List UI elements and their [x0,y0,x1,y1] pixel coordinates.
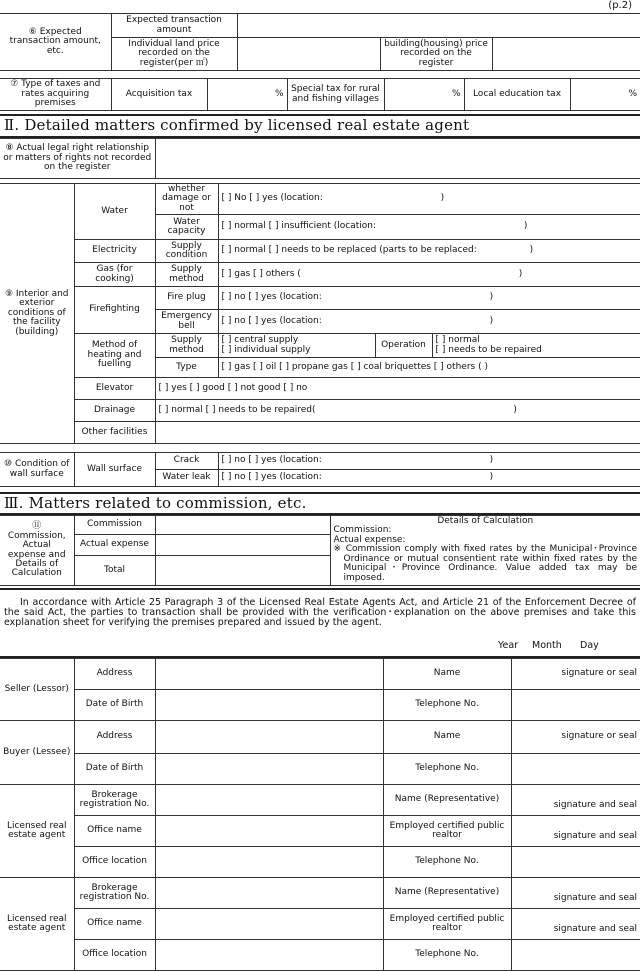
water-capacity-choices: [ ] normal [ ] insufficient (location: [221,221,377,232]
gas-supply-method-label: Supply method [155,263,218,287]
firefighting-label: Firefighting [74,287,155,334]
emergency-bell-choices: [ ] no [ ] yes (location: [221,315,322,326]
agent1-office-name-label: Office name [74,816,155,847]
date-year[interactable]: Year [498,640,519,651]
buyer-signature-label: signature or seal [561,731,637,742]
expected-amount-label: ⑥ Expected transaction amount, etc. [0,14,111,71]
water-leak-label: Water leak [155,470,218,487]
rights-value[interactable] [155,139,640,179]
special-tax-value[interactable]: % [384,79,464,111]
taxes-label: ⑦ Type of taxes and rates acquiring premises [0,79,111,111]
close-paren: ) [489,292,494,303]
agent2-office-name-label: Office name [74,909,155,940]
expected-amount-table [0,13,640,71]
facility-conditions-label: ⑨ Interior and exterior conditions of the facility (building) [0,184,74,444]
central-supply-option: [ ] central supply [221,335,299,346]
buyer-address-label: Address [74,721,155,754]
expected-amount-caption: Expected transaction amount [111,14,237,38]
agent1-signature-label: signature and seal [553,800,637,811]
wall-surface-table [0,452,640,487]
agent2-reg-no-value[interactable] [155,878,383,909]
water-label: Water [74,184,155,240]
agent2-name-label: Name (Representative) [383,878,511,909]
agent2-employed-signature-label: signature and seal [553,924,637,935]
other-facilities-value[interactable] [155,422,640,444]
fuel-type-options[interactable]: [ ] gas [ ] oil [ ] propane gas [ ] coal briquettes [ ] others ( ) [218,358,640,378]
heating-supply-method-label: Supply method [155,334,218,358]
individual-supply-option: [ ] individual supply [221,344,311,355]
agent1-office-location-label: Office location [74,847,155,878]
close-paren: ) [489,472,494,483]
divider [0,588,640,590]
commission-caption: Commission [74,516,155,535]
expected-amount-value[interactable] [237,14,640,38]
buyer-name-label: Name [383,721,511,754]
electricity-supply-condition-label: Supply condition [155,240,218,263]
agent1-employed-signature[interactable] [511,816,640,847]
commission-table [0,515,640,586]
agent1-reg-no-value[interactable] [155,785,383,816]
page-number: (p.2) [608,0,632,11]
section-3-title: Ⅲ. Matters related to commission, etc. [4,494,307,512]
seller-phone-label: Telephone No. [383,690,511,721]
electricity-label: Electricity [74,240,155,263]
close-paren: ) [523,221,528,232]
elevator-options[interactable]: [ ] yes [ ] good [ ] not good [ ] no [155,378,640,400]
seller-dob-value[interactable] [155,690,383,721]
rights-table [0,138,640,179]
gas-options[interactable] [218,263,640,287]
electricity-choices: [ ] normal [ ] needs to be replaced (parts to be replaced: [221,245,477,256]
operation-label: Operation [375,334,432,358]
special-tax-caption: Special tax for rural and fishing villages [287,79,384,111]
agent1-reg-no-label: Brokerage registration No. [74,785,155,816]
seller-signature-label: signature or seal [561,668,637,679]
seller-phone-value[interactable] [511,690,640,721]
other-facilities-label: Other facilities [74,422,155,444]
local-education-tax-value[interactable]: % [570,79,640,111]
buyer-address-value[interactable] [155,721,383,754]
land-price-caption: Individual land price recorded on the register(per ㎡) [111,38,237,71]
acquisition-tax-caption: Acquisition tax [111,79,207,111]
agent2-employed-label: Employed certified public realtor [383,909,511,940]
agent1-label: Licensed real estate agent [0,785,74,878]
water-capacity-options[interactable] [218,215,640,240]
fire-plug-options[interactable] [218,287,640,310]
drainage-options[interactable] [155,400,640,422]
elevator-label: Elevator [74,378,155,400]
water-damage-options[interactable] [218,184,640,215]
crack-options[interactable] [218,453,640,470]
facility-conditions-table [0,183,640,444]
wall-condition-label: ⑩ Condition of wall surface [0,453,74,487]
close-paren: ) [440,193,445,204]
legal-statement: In accordance with Article 25 Paragraph 3 of the Licensed Real Estate Agents Act, and Article 21 of the Enforcement Decree of the said Act, the parties to transaction shall be provided with the verification･explanation on the above premises and take this explanation sheet for verifying the premises prepared and issued by the agent. [4,597,636,628]
water-leak-options[interactable] [218,470,640,487]
emergency-bell-options[interactable] [218,310,640,334]
agent1-office-name-value[interactable] [155,816,383,847]
buyer-dob-value[interactable] [155,754,383,785]
agent1-name-label: Name (Representative) [383,785,511,816]
buyer-phone-value[interactable] [511,754,640,785]
seller-name-label: Name [383,659,511,690]
emergency-bell-label: Emergency bell [155,310,218,334]
commission-label: ⑪ Commission, Actual expense and Details of Calculation [0,516,74,586]
fuel-type-label: Type [155,358,218,378]
water-damage-choices: [ ] No [ ] yes (location: [221,193,323,204]
water-damage-label: whether damage or not [155,184,218,215]
calculation-details [330,516,640,586]
buyer-label: Buyer (Lessee) [0,721,74,785]
total-value[interactable] [155,556,330,586]
agent2-office-name-value[interactable] [155,909,383,940]
actual-expense-value[interactable] [155,535,330,556]
agent2-reg-no-label: Brokerage registration No. [74,878,155,909]
wall-surface-label: Wall surface [74,453,155,487]
agent1-employed-signature-label: signature and seal [553,831,637,842]
calculation-details-title: Details of Calculation [437,516,534,526]
seller-dob-label: Date of Birth [74,690,155,721]
heating-label: Method of heating and fuelling [74,334,155,378]
agent1-phone-value[interactable] [511,847,640,878]
operation-repair-option: [ ] needs to be repaired [435,344,542,355]
taxes-table [0,78,640,111]
operation-options[interactable] [432,334,640,358]
agent2-office-location-label: Office location [74,940,155,971]
close-paren: ) [489,455,494,466]
date-month[interactable]: Month [532,640,562,651]
water-leak-choices: [ ] no [ ] yes (location: [221,472,322,483]
commission-value[interactable] [155,516,330,535]
seller-signature[interactable] [511,659,640,690]
agent2-signature[interactable] [511,878,640,909]
electricity-options[interactable] [218,240,640,263]
date-day[interactable]: Day [580,640,599,651]
buyer-phone-label: Telephone No. [383,754,511,785]
drainage-choices: [ ] normal [ ] needs to be repaired( [158,404,316,415]
building-price-caption: building(housing) price recorded on the register [380,38,492,71]
agent1-employed-label: Employed certified public realtor [383,816,511,847]
agent2-employed-signature[interactable] [511,909,640,940]
seller-address-value[interactable] [155,659,383,690]
close-paren: ) [513,404,517,415]
agent2-signature-label: signature and seal [553,893,637,904]
acquisition-tax-value[interactable]: % [207,79,287,111]
actual-expense-caption: Actual expense [74,535,155,556]
agent2-label: Licensed real estate agent [0,878,74,971]
agent2-phone-label: Telephone No. [383,940,511,971]
crack-label: Crack [155,453,218,470]
parties-table [0,658,640,971]
buyer-dob-label: Date of Birth [74,754,155,785]
section-2-title: Ⅱ. Detailed matters confirmed by licensed real estate agent [4,116,470,134]
fire-plug-label: Fire plug [155,287,218,310]
fire-plug-choices: [ ] no [ ] yes (location: [221,292,322,303]
close-paren: ) [518,268,523,279]
seller-label: Seller (Lessor) [0,659,74,721]
seller-address-label: Address [74,659,155,690]
heating-supply-options[interactable] [218,334,375,358]
agent1-office-location-value[interactable] [155,847,383,878]
gas-label: Gas (for cooking) [74,263,155,287]
crack-choices: [ ] no [ ] yes (location: [221,455,322,466]
gas-choices: [ ] gas [ ] others ( [221,268,301,279]
land-price-value[interactable] [237,38,380,71]
operation-normal-option: [ ] normal [435,335,480,346]
close-paren: ) [529,245,534,256]
calculation-expense: Actual expense: [333,534,406,545]
calculation-note: ※ Commission comply with fixed rates by the Municipal･Province Ordinance or mutual consentient rate within fixed rates by the Municipal･Province Ordinance. Value added tax may be imposed. [333,544,637,583]
drainage-label: Drainage [74,400,155,422]
agent1-phone-label: Telephone No. [383,847,511,878]
total-caption: Total [74,556,155,586]
close-paren: ) [489,315,494,326]
buyer-signature[interactable] [511,721,640,754]
local-education-tax-caption: Local education tax [464,79,570,111]
agent1-signature[interactable] [511,785,640,816]
calculation-commission: Commission: [333,525,392,536]
rights-label: ⑧ Actual legal right relationship or matters of rights not recorded on the register [0,139,155,179]
water-capacity-label: Water capacity [155,215,218,240]
building-price-value[interactable] [492,38,640,71]
